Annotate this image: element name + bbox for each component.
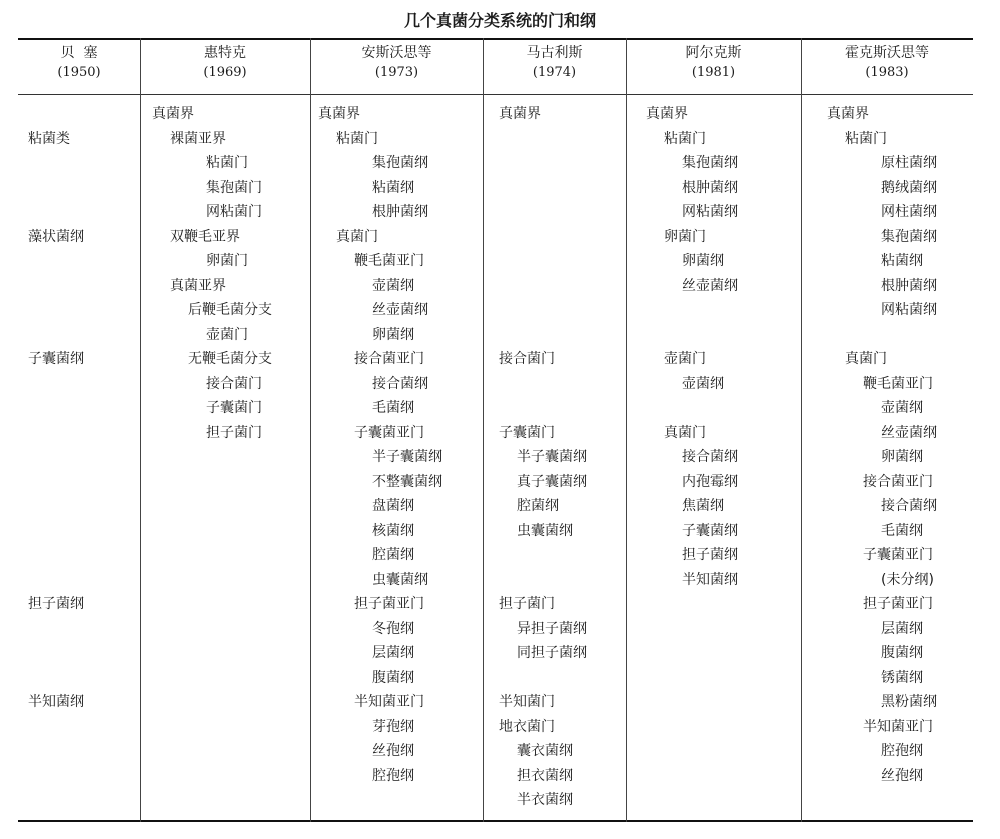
taxon-entry: 担子菌亚门 <box>354 596 424 612</box>
taxon-entry <box>28 249 140 274</box>
taxon-entry: 粘菌门 <box>336 130 378 147</box>
taxon-entry <box>28 519 140 544</box>
column-year: (1981) <box>691 65 736 80</box>
taxon-entry: 子囊菌亚门 <box>863 547 933 563</box>
taxon-entry: 卵菌门 <box>206 253 248 269</box>
taxon-entry <box>499 200 626 225</box>
taxon-entry: 集孢菌纲 <box>881 228 937 245</box>
taxon-entry: 根肿菌纲 <box>682 179 738 196</box>
taxon-entry <box>499 396 626 421</box>
taxon-entry: 子囊菌亚门 <box>354 424 424 441</box>
column-ainsworth <box>310 38 483 822</box>
taxon-entry: 芽孢纲 <box>372 718 414 735</box>
taxon-entry <box>646 298 801 323</box>
taxon-entry: 真菌界 <box>646 106 688 122</box>
taxon-entry: 真菌界 <box>152 106 194 122</box>
taxon-entry: 粘菌门 <box>845 130 887 147</box>
taxon-entry: 粘菌纲 <box>372 179 414 196</box>
taxon-entry: 鞭毛菌亚门 <box>354 253 424 269</box>
taxon-entry: 真菌亚界 <box>170 277 226 294</box>
taxon-entry: 真菌界 <box>318 106 360 122</box>
taxon-entry: 真子囊菌纲 <box>517 473 587 490</box>
taxon-entry: 内孢霉纲 <box>682 473 738 490</box>
taxon-entry <box>28 396 140 421</box>
taxon-entry: 层菌纲 <box>372 645 414 661</box>
taxon-entry: 网粘菌纲 <box>682 204 738 220</box>
taxon-entry: 半子囊菌纲 <box>372 449 442 465</box>
taxon-entry: 接合菌纲 <box>881 498 937 514</box>
taxon-entry: 锈菌纲 <box>881 669 923 686</box>
taxon-entry: 子囊菌门 <box>499 424 555 441</box>
taxon-entry: 担子菌纲 <box>28 596 84 612</box>
taxon-entry: 粘菌门 <box>206 155 248 171</box>
taxon-entry: 半知菌门 <box>499 694 555 710</box>
taxon-entry: (未分纲) <box>881 571 934 588</box>
taxon-entry <box>28 445 140 470</box>
column-year: (1950) <box>57 65 101 80</box>
taxon-entry: 半知菌亚门 <box>863 718 933 735</box>
column-arx <box>626 38 801 822</box>
taxon-entry: 壶菌纲 <box>372 277 414 294</box>
column-author: 惠特克 <box>204 45 246 61</box>
taxon-entry: 原柱菌纲 <box>881 155 937 171</box>
taxon-entry: 半知菌纲 <box>682 571 738 588</box>
taxon-entry: 半子囊菌纲 <box>517 449 587 465</box>
taxon-entry <box>28 102 140 127</box>
taxon-entry <box>499 127 626 152</box>
taxon-entry: 真菌门 <box>336 228 378 245</box>
taxon-entry: 真菌界 <box>499 106 541 122</box>
taxon-entry: 卵菌纲 <box>372 326 414 343</box>
table-title: 几个真菌分类系统的门和纲 <box>403 11 596 30</box>
taxon-entry: 盘菌纲 <box>372 498 414 514</box>
taxon-entry <box>499 298 626 323</box>
taxon-entry: 子囊菌纲 <box>28 351 84 367</box>
taxon-entry: 接合菌亚门 <box>863 473 933 490</box>
taxon-entry <box>499 372 626 397</box>
taxon-entry: 不整囊菌纲 <box>372 473 442 490</box>
taxon-entry <box>28 568 140 593</box>
column-margulis <box>483 38 626 822</box>
taxon-entry: 毛菌纲 <box>372 400 414 416</box>
taxon-entry <box>499 568 626 593</box>
taxon-entry: 粘菌纲 <box>881 253 923 269</box>
taxon-entry: 藻状菌纲 <box>28 228 84 245</box>
taxon-entry: 担衣菌纲 <box>517 767 573 784</box>
column-header <box>483 44 626 82</box>
taxon-entry: 卵菌纲 <box>682 253 724 269</box>
taxon-entry: 根肿菌纲 <box>372 204 428 220</box>
taxon-entry <box>499 274 626 299</box>
taxon-entry: 粘菌门 <box>664 130 706 147</box>
taxon-entry <box>646 396 801 421</box>
taxon-entry: 子囊菌门 <box>206 400 262 416</box>
taxon-entry: 卵菌纲 <box>881 449 923 465</box>
taxon-entry: 虫囊菌纲 <box>372 571 428 588</box>
column-body <box>801 102 973 788</box>
taxon-entry: 接合菌纲 <box>372 375 428 392</box>
column-year: (1969) <box>203 65 247 80</box>
taxon-entry: 腔菌纲 <box>517 498 559 514</box>
taxon-entry: 壶菌纲 <box>682 375 724 392</box>
taxon-entry: 集孢菌纲 <box>372 155 428 171</box>
taxon-entry: 卵菌门 <box>664 228 706 245</box>
column-header <box>140 44 310 82</box>
taxon-entry: 担子菌纲 <box>682 547 738 563</box>
taxon-entry <box>499 249 626 274</box>
taxon-entry <box>28 617 140 642</box>
taxon-entry: 接合菌门 <box>206 375 262 392</box>
taxon-entry <box>499 151 626 176</box>
taxon-entry <box>28 543 140 568</box>
column-whittaker <box>140 38 310 822</box>
column-hawksworth <box>801 38 973 822</box>
column-header <box>801 44 973 82</box>
taxon-entry <box>28 200 140 225</box>
taxon-entry: 集孢菌纲 <box>682 155 738 171</box>
taxon-entry <box>28 323 140 348</box>
taxon-entry: 核菌纲 <box>372 522 414 539</box>
taxon-entry: 壶菌纲 <box>881 400 923 416</box>
taxon-entry <box>28 470 140 495</box>
taxon-entry <box>28 372 140 397</box>
taxon-entry: 接合菌门 <box>499 351 555 367</box>
column-year: (1973) <box>374 65 419 80</box>
column-body <box>483 102 626 813</box>
taxon-entry: 网柱菌纲 <box>881 204 937 220</box>
taxon-entry: 裸菌亚界 <box>170 130 226 147</box>
taxon-entry: 网粘菌纲 <box>881 302 937 318</box>
taxon-entry: 根肿菌纲 <box>881 277 937 294</box>
taxon-entry: 壶菌门 <box>664 351 706 367</box>
taxon-entry: 黑粉菌纲 <box>881 694 937 710</box>
taxon-entry <box>499 543 626 568</box>
taxon-entry: 腔孢纲 <box>881 743 923 759</box>
taxon-entry <box>499 176 626 201</box>
taxon-entry <box>499 225 626 250</box>
taxon-entry <box>28 176 140 201</box>
taxon-entry <box>827 323 973 348</box>
taxon-entry <box>646 323 801 348</box>
column-body <box>140 102 310 445</box>
column-year: (1983) <box>865 65 909 80</box>
taxon-entry: 丝壶菌纲 <box>682 277 738 294</box>
taxon-entry: 集孢菌门 <box>206 179 262 196</box>
taxon-entry: 半知菌亚门 <box>354 694 424 710</box>
column-bessey <box>18 38 140 822</box>
taxon-entry: 丝孢纲 <box>881 767 923 784</box>
taxon-entry: 毛菌纲 <box>881 522 923 539</box>
taxon-entry: 后鞭毛菌分支 <box>188 302 272 318</box>
taxon-entry: 鹅绒菌纲 <box>881 179 937 196</box>
taxon-entry: 双鞭毛亚界 <box>170 228 240 245</box>
taxon-entry: 子囊菌纲 <box>682 522 738 539</box>
column-author: 安斯沃思等 <box>361 45 432 61</box>
taxon-entry: 焦菌纲 <box>682 498 724 514</box>
taxon-entry: 担子菌门 <box>206 424 262 441</box>
column-body <box>310 102 483 788</box>
taxon-entry <box>499 666 626 691</box>
taxon-entry: 腹菌纲 <box>881 645 923 661</box>
taxon-entry <box>28 151 140 176</box>
classification-table <box>18 38 973 822</box>
column-author: 霍克斯沃思等 <box>845 45 929 61</box>
taxon-entry: 接合菌纲 <box>682 449 738 465</box>
taxon-entry: 地衣菌门 <box>499 718 555 735</box>
taxon-entry <box>28 274 140 299</box>
taxon-entry <box>499 323 626 348</box>
taxon-entry: 接合菌亚门 <box>354 351 424 367</box>
taxon-entry: 丝壶菌纲 <box>372 302 428 318</box>
column-header <box>626 44 801 82</box>
taxon-entry: 丝壶菌纲 <box>881 424 937 441</box>
taxon-entry <box>28 298 140 323</box>
column-author: 阿尔克斯 <box>685 45 742 61</box>
taxon-entry: 半知菌纲 <box>28 694 84 710</box>
taxon-entry: 担子菌门 <box>499 596 555 612</box>
taxon-entry <box>28 421 140 446</box>
column-header <box>18 44 140 82</box>
taxon-entry: 囊衣菌纲 <box>517 743 573 759</box>
column-body <box>626 102 801 592</box>
taxon-entry: 异担子菌纲 <box>517 620 587 637</box>
taxon-entry: 真菌界 <box>827 106 869 122</box>
taxon-entry: 鞭毛菌亚门 <box>863 375 933 392</box>
taxon-entry: 层菌纲 <box>881 620 923 637</box>
taxon-entry: 丝孢纲 <box>372 743 414 759</box>
taxon-entry <box>28 666 140 691</box>
taxon-entry: 冬孢纲 <box>372 620 414 637</box>
column-body <box>18 102 140 715</box>
taxon-entry: 半衣菌纲 <box>517 792 573 808</box>
taxon-entry: 腔菌纲 <box>372 547 414 563</box>
taxon-entry: 真菌门 <box>845 351 887 367</box>
column-author: 马古利斯 <box>526 45 583 61</box>
column-year: (1974) <box>532 65 577 80</box>
column-author: 贝 塞 <box>60 45 98 61</box>
taxon-entry: 粘菌类 <box>28 130 70 147</box>
taxon-entry <box>28 641 140 666</box>
taxon-entry <box>28 494 140 519</box>
taxon-entry: 网粘菌门 <box>206 204 262 220</box>
taxon-entry: 虫囊菌纲 <box>517 522 573 539</box>
taxon-entry: 无鞭毛菌分支 <box>188 351 272 367</box>
taxon-entry: 真菌门 <box>664 424 706 441</box>
taxon-entry: 同担子菌纲 <box>517 645 587 661</box>
column-header <box>310 44 483 82</box>
taxon-entry: 腔孢纲 <box>372 767 414 784</box>
taxon-entry: 担子菌亚门 <box>863 596 933 612</box>
taxon-entry: 腹菌纲 <box>372 669 414 686</box>
taxon-entry: 壶菌门 <box>206 326 248 343</box>
